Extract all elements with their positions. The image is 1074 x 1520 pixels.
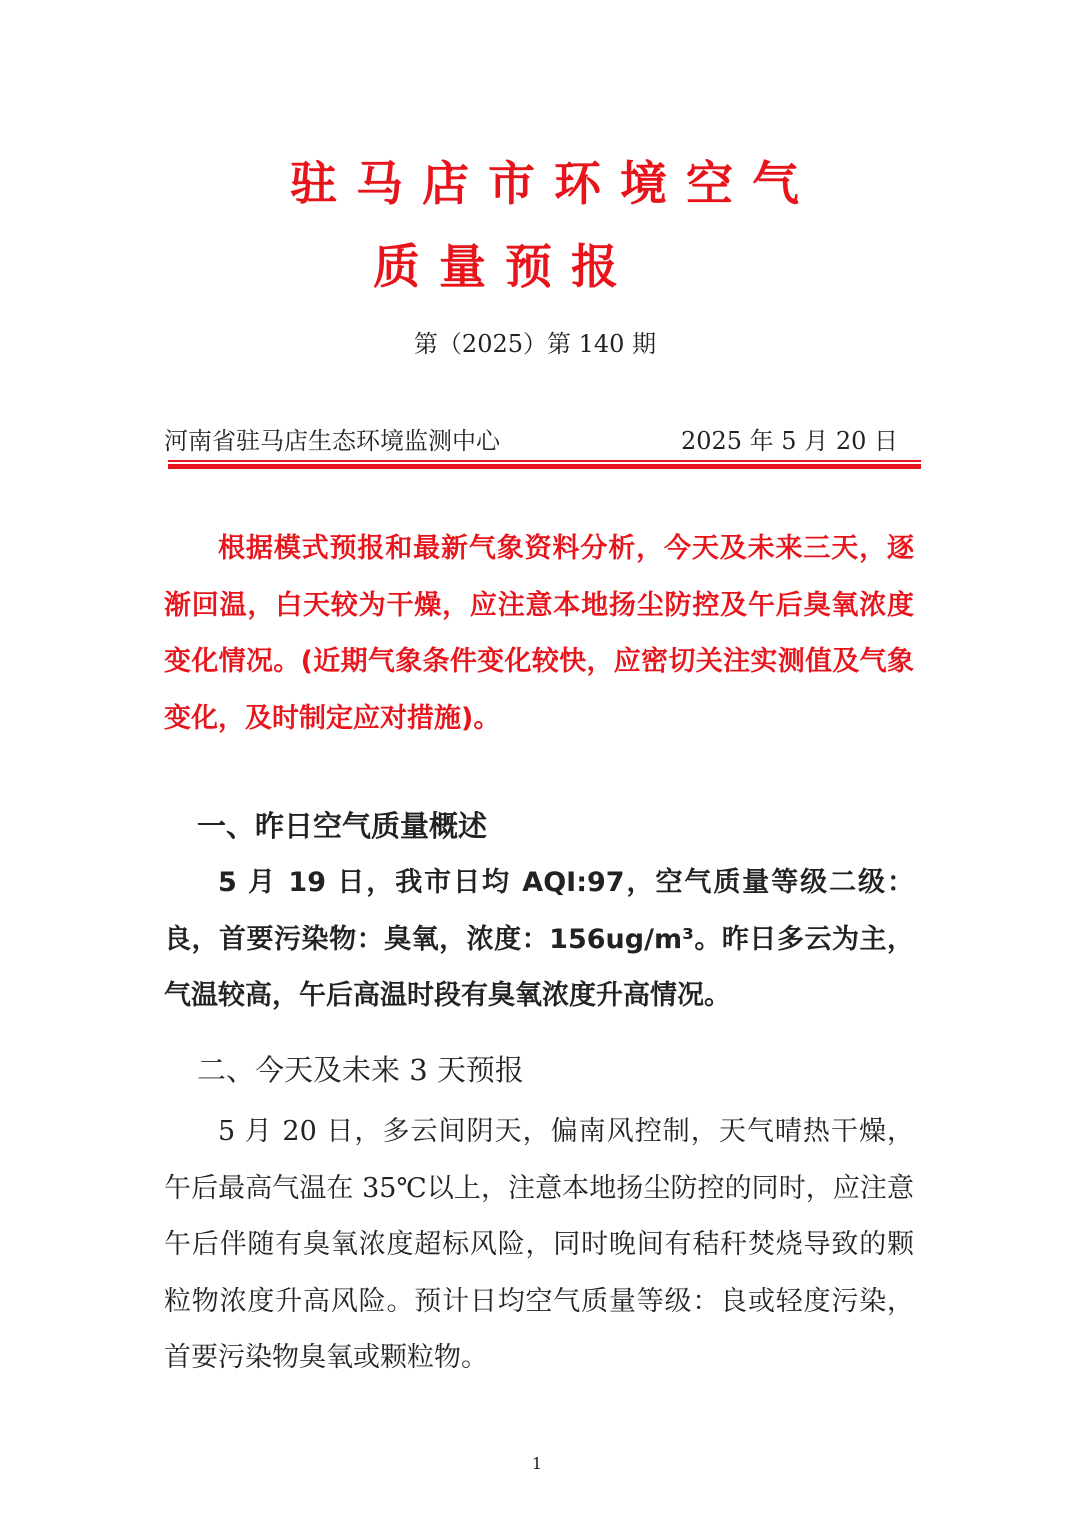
section-1-body: 5 月 19 日，我市日均 AQI:97，空气质量等级二级：良，首要污染物：臭氧，浓度：156ug/m³。昨日多云为主，气温较高，午后高温时段有臭氧浓度升高情况。: [164, 867, 914, 1011]
document-title-line-1: 驻马店市环境空气: [290, 157, 818, 212]
page-number: 1: [531, 1454, 543, 1473]
issue-number: 第（2025）第 140 期: [413, 330, 657, 358]
header-divider-thin: [168, 460, 921, 462]
section-2-body: 5 月 20 日，多云间阴天，偏南风控制，天气晴热干燥，午后最高气温在 35℃以上，注意本地扬尘防控的同时，应注意午后伴随有臭氧浓度超标风险，同时晚间有秸秆焚烧导致的颗粒物浓度升高风险。预计日均空气质量等级：良或轻度污染，首要污染物臭氧或颗粒物。: [164, 1116, 914, 1373]
issue-date: 2025 年 5 月 20 日: [680, 427, 898, 455]
issuing-organization: 河南省驻马店生态环境监测中心: [164, 427, 500, 455]
section-2-heading: 二、今天及未来 3 天预报: [197, 1053, 524, 1087]
section-1-heading: 一、昨日空气质量概述: [197, 809, 488, 843]
document-title-line-2: 质量预报: [373, 240, 637, 295]
forecast-summary: 根据模式预报和最新气象资料分析，今天及未来三天，逐渐回温，白天较为干燥，应注意本地扬尘防控及午后臭氧浓度变化情况。(近期气象条件变化较快，应密切关注实测值及气象变化，及时制定应对措施)。: [164, 533, 914, 734]
header-divider-thick: [168, 464, 921, 469]
